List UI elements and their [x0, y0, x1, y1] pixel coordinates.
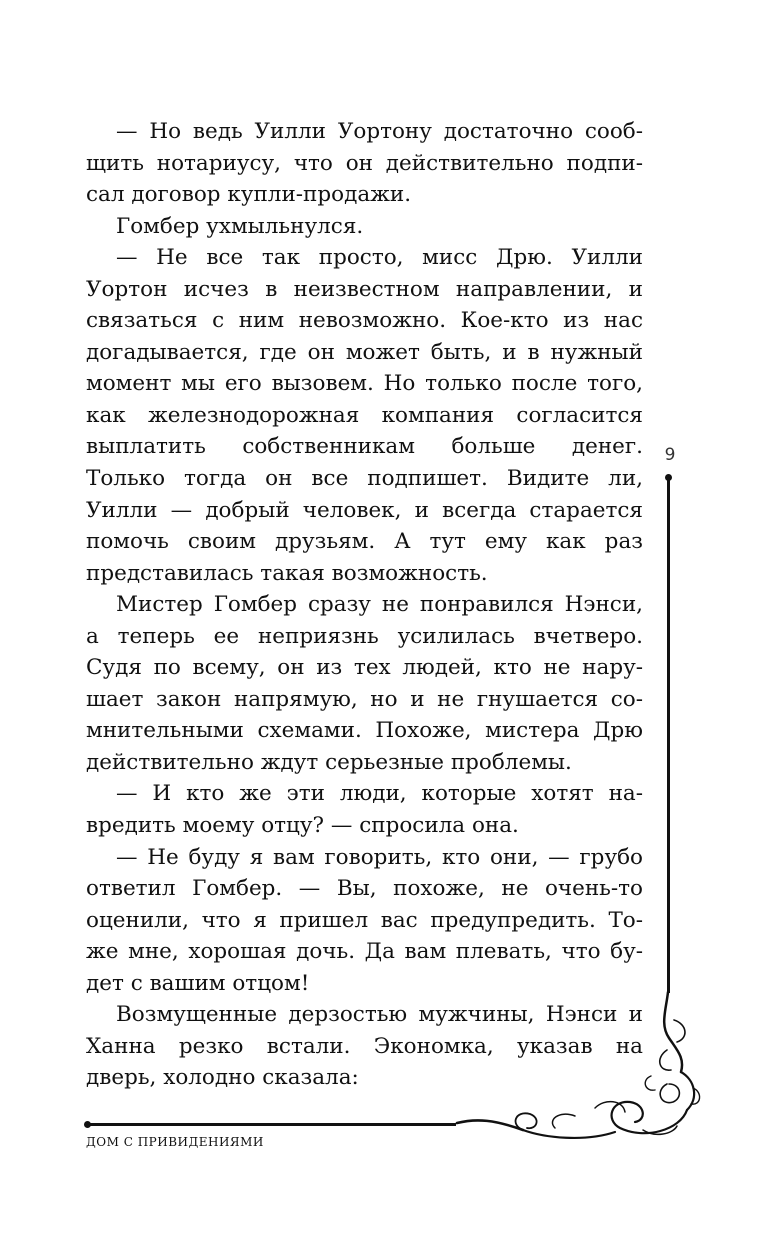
- text-line: щить нотариусу, что он действительно подпи-: [86, 150, 643, 176]
- text-line: момент мы его вызовем. Но только после того,: [86, 371, 643, 397]
- text-line: — И кто же эти люди, которые хотят на-: [116, 781, 643, 807]
- vertical-rule: [667, 478, 670, 993]
- text-line: помочь своим друзьям. А тут ему как раз: [86, 529, 643, 555]
- text-line: — Но ведь Уилли Уортону достаточно сооб-: [116, 119, 643, 144]
- text-line: дет с вашим отцом!: [86, 970, 310, 996]
- text-line: Мистер Гомбер сразу не понравился Нэнси,: [116, 592, 643, 618]
- text-line: а теперь ее неприязнь усилилась вчетверо.: [86, 623, 643, 649]
- text-line: представилась такая возможность.: [86, 560, 488, 586]
- text-line: догадывается, где он может быть, и в нужный: [86, 339, 643, 365]
- horizontal-rule: [88, 1123, 456, 1126]
- text-line: выплатить собственникам больше денег.: [86, 434, 643, 460]
- text-line: Уортон исчез в неизвестном направлении, и: [86, 276, 643, 302]
- page-number: 9: [664, 445, 676, 465]
- text-line: сал договор купли-продажи.: [86, 182, 412, 208]
- text-line: же мне, хорошая дочь. Да вам плевать, что бу-: [86, 939, 643, 965]
- flourish-ornament-icon: [455, 980, 715, 1150]
- text-line: оценили, что я пришел вас предупредить. То-: [86, 907, 643, 933]
- text-line: Судя по всему, он из тех людей, кто не нару-: [86, 655, 643, 681]
- text-line: ответил Гомбер. — Вы, похоже, не очень-то: [86, 876, 643, 902]
- text-line: мнительными схемами. Похоже, мистера Дрю: [86, 718, 643, 744]
- text-line: как железнодорожная компания согласится: [86, 402, 643, 428]
- text-line: Ханна резко встали. Экономка, указав на: [86, 1033, 643, 1059]
- text-line: Только тогда он все подпишет. Видите ли,: [86, 466, 643, 492]
- body-text: [86, 116, 643, 1094]
- paragraph: [86, 211, 643, 243]
- running-title: ДОМ С ПРИВИДЕНИЯМИ: [86, 1135, 264, 1149]
- text-line: действительно ждут серьезные проблемы.: [86, 749, 572, 775]
- text-line: связаться с ним невозможно. Кое-кто из нас: [86, 308, 643, 334]
- text-line: — Не все так просто, мисс Дрю. Уилли: [116, 245, 643, 271]
- text-line: Гомбер ухмыльнулся.: [116, 213, 364, 239]
- text-line: Уилли — добрый человек, и всегда старается: [86, 497, 643, 523]
- text-line: дверь, холодно сказала:: [86, 1065, 359, 1091]
- text-line: вредить моему отцу? — спросила она.: [86, 813, 519, 839]
- text-line: шает закон напрямую, но и не гнушается со-: [86, 686, 643, 712]
- text-line: — Не буду я вам говорить, кто они, — грубо: [116, 844, 643, 870]
- paragraph: [86, 842, 643, 1000]
- paragraph: [86, 242, 643, 589]
- paragraph: [86, 778, 643, 841]
- paragraph: [86, 589, 643, 778]
- paragraph: [86, 116, 643, 211]
- text-line: Возмущенные дерзостью мужчины, Нэнси и: [116, 1002, 643, 1028]
